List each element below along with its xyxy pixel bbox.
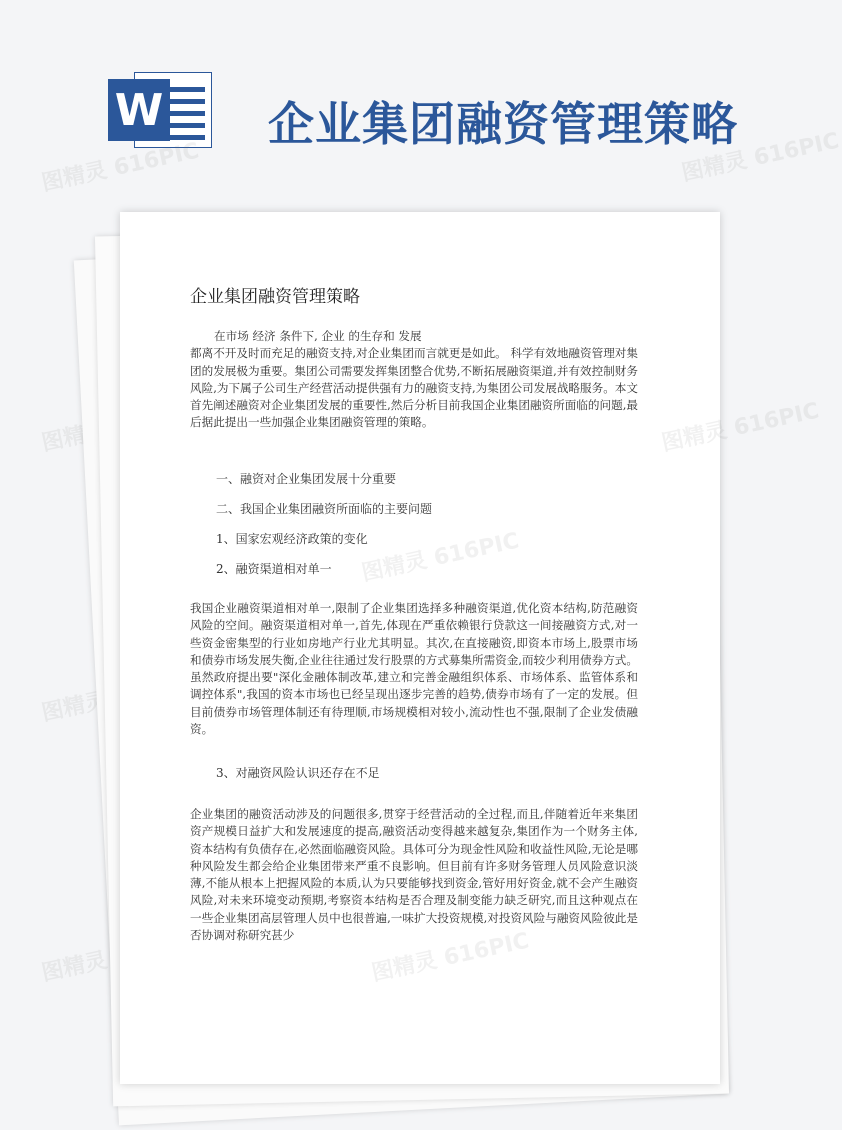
watermark: 图精灵 <box>39 688 110 727</box>
watermark: 图精灵 <box>39 948 110 987</box>
paragraph-financing-channels: 我国企业融资渠道相对单一,限制了企业集团选择多种融资渠道,优化资本结构,防范融资风险的空间。融资渠道相对单一,首先,体现在严重依赖银行贷款这一间接融资方式,对一些资金密集型的行业如房地产行业尤其明显。其次,在直接融资,即资本市场上,股票市场和债券市场发展失衡,企业往往通过发行股票的方式募集所需资金,而较少利用债券方式。虽然政府提出要"深化金融体制改革,建立和完善金融组织体系、市场体系、监管体系和调控体系",我国的资本市场也已经呈现出逐步完善的趋势,债券市场有了一定的发展。但目前债券市场管理体制还有待理顺,市场规模相对较小,流动性也不强,限制了企业发债融资。 <box>190 601 638 737</box>
intro-paragraph <box>190 328 638 432</box>
subsection-heading-1: 1、国家宏观经济政策的变化 <box>216 532 368 546</box>
paragraph-financing-risk: 企业集团的融资活动涉及的问题很多,贯穿于经营活动的全过程,而且,伴随着近年来集团资产规模日益扩大和发展速度的提高,融资活动变得越来越复杂,集团作为一个财务主体,资本结构有负债存在,必然面临融资风险。具体可分为现金性风险和收益性风险,无论是哪种风险发生都会给企业集团带来严重不良影响。但目前有许多财务管理人员风险意识淡薄,不能从根本上把握风险的本质,认为只要能够找到资金,管好用好资金,就不会产生融资风险,对未来环境变动预期,考察资本结构是否合理及制变能力缺乏研究,而且这种观点在一些企业集团高层管理人员中也很普遍,一味扩大投资规模,对投资风险与融资风险彼此是否协调对称研究甚少 <box>190 807 638 943</box>
watermark: 图精灵 616PIC <box>659 398 822 457</box>
word-app-icon <box>108 72 212 148</box>
watermark: 图精灵 616PIC <box>679 128 842 187</box>
header-title: 企业集团融资管理策略 <box>268 97 738 151</box>
intro-first-line: 在市场 经济 条件下, 企业 的生存和 发展 <box>214 329 422 343</box>
document-page <box>120 212 720 1084</box>
intro-text: 都离不开及时而充足的融资支持,对企业集团而言就更是如此。 科学有效地融资管理对集团的发展极为重要。集团公司需要发挥集团整合优势,不断拓展融资渠道,并有效控制财务风险,为下属子公司生产经营活动提供强有力的融资支持,为集团公司发展战略服务。本文首先阐述融资对企业集团发展的重要性,然后分析目前我国企业集团融资所面临的问题,最后据此提出一些加强企业集团融资管理的策略。 <box>190 346 638 430</box>
word-w-icon: W <box>108 79 170 141</box>
document-title: 企业集团融资管理策略 <box>190 287 360 307</box>
subsection-heading-3: 3、对融资风险认识还存在不足 <box>216 766 380 780</box>
watermark: 图精灵 616PIC <box>39 138 202 197</box>
watermark: 图精灵 <box>39 418 110 457</box>
subsection-heading-2: 2、融资渠道相对单一 <box>216 562 332 576</box>
section-heading-2: 二、我国企业集团融资所面临的主要问题 <box>216 502 433 516</box>
section-heading-1: 一、融资对企业集团发展十分重要 <box>216 472 397 486</box>
